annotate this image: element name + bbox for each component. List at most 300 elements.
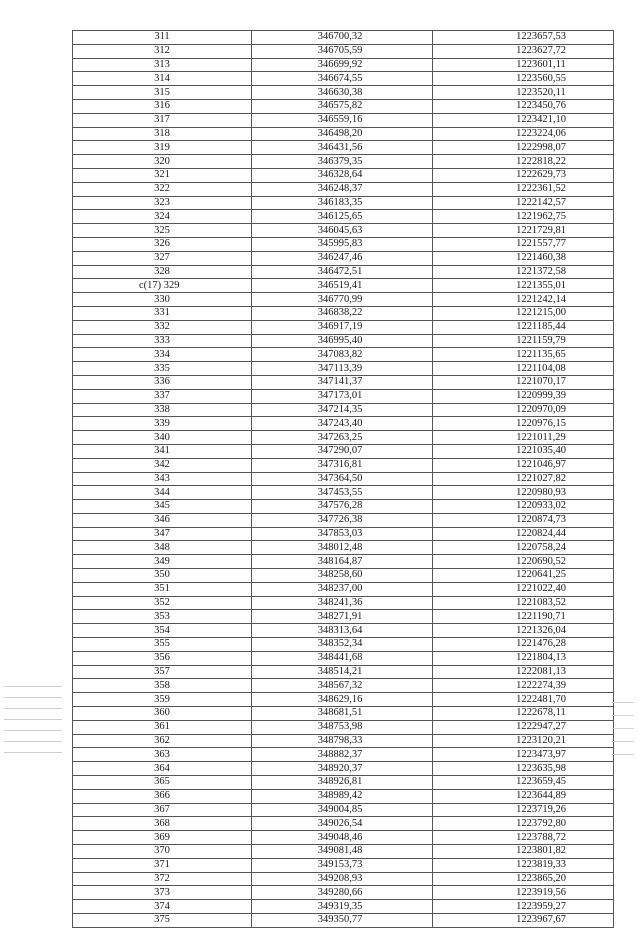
table-row — [73, 362, 614, 376]
y-coordinate-cell — [433, 555, 614, 569]
y-coordinate-cell — [433, 251, 614, 265]
point-number-cell — [73, 334, 252, 348]
point-number-cell — [73, 500, 252, 514]
table-row — [73, 279, 614, 293]
x-coordinate-cell — [252, 541, 433, 555]
x-coordinate-text: 348012,48 — [317, 541, 363, 553]
x-coordinate-text: 349153,73 — [317, 859, 363, 871]
y-coordinate-text: 1221476,28 — [516, 638, 566, 650]
point-number-text: 339 — [154, 417, 170, 429]
point-number-cell — [73, 762, 252, 776]
y-coordinate-cell — [433, 141, 614, 155]
x-coordinate-text: 349004,85 — [317, 804, 363, 816]
x-coordinate-text: 348926,81 — [317, 776, 363, 788]
y-coordinate-cell — [433, 734, 614, 748]
point-number-cell — [73, 431, 252, 445]
x-coordinate-cell — [252, 72, 433, 86]
x-coordinate-text: 348313,64 — [317, 624, 363, 636]
y-coordinate-text: 1221070,17 — [516, 376, 566, 388]
y-coordinate-text: 1223792,80 — [516, 817, 566, 829]
x-coordinate-text: 349026,54 — [317, 817, 363, 829]
x-coordinate-text: 346630,38 — [317, 86, 363, 98]
coordinate-table — [72, 30, 614, 928]
point-number-cell — [73, 582, 252, 596]
point-number-text: 371 — [154, 859, 170, 871]
point-number-cell — [73, 306, 252, 320]
y-coordinate-text: 1223819,33 — [516, 859, 566, 871]
x-coordinate-cell — [252, 444, 433, 458]
point-number-cell — [73, 265, 252, 279]
x-coordinate-cell — [252, 417, 433, 431]
y-coordinate-text: 1220980,93 — [516, 486, 566, 498]
table-row — [73, 31, 614, 45]
x-coordinate-text: 348920,37 — [317, 762, 363, 774]
point-number-cell — [73, 831, 252, 845]
x-coordinate-cell — [252, 555, 433, 569]
x-coordinate-text: 346995,40 — [317, 334, 363, 346]
y-coordinate-cell — [433, 596, 614, 610]
table-row — [73, 762, 614, 776]
point-number-text: 312 — [154, 45, 170, 57]
point-number-text: 342 — [154, 459, 170, 471]
x-coordinate-text: 347316,81 — [317, 459, 363, 471]
y-coordinate-text: 1223627,72 — [516, 45, 566, 57]
y-coordinate-text: 1222481,70 — [516, 693, 566, 705]
x-coordinate-text: 347243,40 — [317, 417, 363, 429]
table-row — [73, 431, 614, 445]
y-coordinate-cell — [433, 458, 614, 472]
table-row — [73, 803, 614, 817]
y-coordinate-cell — [433, 72, 614, 86]
point-number-text: 337 — [154, 390, 170, 402]
x-coordinate-cell — [252, 527, 433, 541]
y-coordinate-text: 1222274,39 — [516, 679, 566, 691]
y-coordinate-text: 1221190,71 — [516, 610, 566, 622]
y-coordinate-cell — [433, 99, 614, 113]
x-coordinate-text: 347113,39 — [317, 362, 363, 374]
point-number-text: 362 — [154, 735, 170, 747]
point-number-text: 363 — [154, 748, 170, 760]
table-row — [73, 458, 614, 472]
y-coordinate-text: 1223659,45 — [516, 776, 566, 788]
point-number-text: 330 — [154, 293, 170, 305]
x-coordinate-text: 347083,82 — [317, 348, 363, 360]
x-coordinate-text: 347214,35 — [317, 403, 363, 415]
x-coordinate-cell — [252, 886, 433, 900]
x-coordinate-cell — [252, 348, 433, 362]
y-coordinate-cell — [433, 431, 614, 445]
x-coordinate-cell — [252, 900, 433, 914]
y-coordinate-cell — [433, 182, 614, 196]
table-row — [73, 486, 614, 500]
point-number-cell — [73, 141, 252, 155]
y-coordinate-text: 1220970,09 — [516, 403, 566, 415]
y-coordinate-cell — [433, 306, 614, 320]
y-coordinate-cell — [433, 210, 614, 224]
table-row — [73, 541, 614, 555]
point-number-cell — [73, 707, 252, 721]
point-number-cell — [73, 251, 252, 265]
y-coordinate-text: 1221185,44 — [516, 321, 566, 333]
point-number-cell — [73, 389, 252, 403]
table-row — [73, 113, 614, 127]
point-number-text: 369 — [154, 831, 170, 843]
x-coordinate-cell — [252, 224, 433, 238]
x-coordinate-text: 347141,37 — [317, 376, 363, 388]
point-number-cell — [73, 569, 252, 583]
y-coordinate-cell — [433, 527, 614, 541]
y-coordinate-text: 1222818,22 — [516, 155, 566, 167]
x-coordinate-cell — [252, 734, 433, 748]
y-coordinate-text: 1223635,98 — [516, 762, 566, 774]
y-coordinate-cell — [433, 293, 614, 307]
y-coordinate-cell — [433, 569, 614, 583]
y-coordinate-cell — [433, 858, 614, 872]
x-coordinate-cell — [252, 279, 433, 293]
x-coordinate-text: 348629,16 — [317, 693, 363, 705]
point-number-cell — [73, 293, 252, 307]
y-coordinate-cell — [433, 472, 614, 486]
x-coordinate-cell — [252, 431, 433, 445]
table-row — [73, 293, 614, 307]
table-row — [73, 155, 614, 169]
y-coordinate-cell — [433, 320, 614, 334]
table-row — [73, 858, 614, 872]
y-coordinate-cell — [433, 748, 614, 762]
x-coordinate-text: 348241,36 — [317, 597, 363, 609]
point-number-cell — [73, 624, 252, 638]
x-coordinate-cell — [252, 679, 433, 693]
coordinate-table-body — [73, 31, 614, 928]
y-coordinate-cell — [433, 513, 614, 527]
table-row — [73, 679, 614, 693]
table-row — [73, 306, 614, 320]
table-row — [73, 555, 614, 569]
point-number-cell — [73, 472, 252, 486]
x-coordinate-text: 348258,60 — [317, 569, 363, 581]
x-coordinate-cell — [252, 596, 433, 610]
y-coordinate-cell — [433, 168, 614, 182]
table-row — [73, 624, 614, 638]
point-number-text: 359 — [154, 693, 170, 705]
x-coordinate-text: 347263,25 — [317, 431, 363, 443]
x-coordinate-text: 345995,83 — [317, 238, 363, 250]
x-coordinate-cell — [252, 113, 433, 127]
y-coordinate-cell — [433, 279, 614, 293]
x-coordinate-text: 346045,63 — [317, 224, 363, 236]
y-coordinate-cell — [433, 707, 614, 721]
point-number-cell — [73, 679, 252, 693]
x-coordinate-cell — [252, 762, 433, 776]
y-coordinate-cell — [433, 886, 614, 900]
y-coordinate-text: 1220641,25 — [516, 569, 566, 581]
x-coordinate-text: 348514,21 — [317, 666, 363, 678]
y-coordinate-text: 1223120,21 — [516, 735, 566, 747]
x-coordinate-text: 346247,46 — [317, 252, 363, 264]
point-number-text: 327 — [154, 252, 170, 264]
y-coordinate-text: 1223865,20 — [516, 873, 566, 884]
table-row — [73, 44, 614, 58]
y-coordinate-text: 1223644,89 — [516, 790, 566, 802]
point-number-cell — [73, 348, 252, 362]
table-row — [73, 141, 614, 155]
y-coordinate-cell — [433, 900, 614, 914]
x-coordinate-text: 348567,32 — [317, 679, 363, 691]
y-coordinate-cell — [433, 693, 614, 707]
x-coordinate-cell — [252, 182, 433, 196]
point-number-text: 353 — [154, 610, 170, 622]
point-number-text: 367 — [154, 804, 170, 816]
x-coordinate-cell — [252, 31, 433, 45]
x-coordinate-cell — [252, 362, 433, 376]
point-number-text: 357 — [154, 666, 170, 678]
y-coordinate-text: 1223601,11 — [516, 58, 566, 70]
point-number-cell — [73, 845, 252, 859]
y-coordinate-text: 1223421,10 — [516, 114, 566, 126]
point-number-text: 321 — [154, 169, 170, 181]
y-coordinate-text: 1221962,75 — [516, 210, 566, 222]
right-margin-scan-marks — [612, 690, 634, 770]
y-coordinate-text: 1220690,52 — [516, 555, 566, 567]
y-coordinate-cell — [433, 665, 614, 679]
point-number-cell — [73, 734, 252, 748]
point-number-cell — [73, 320, 252, 334]
table-row — [73, 596, 614, 610]
x-coordinate-cell — [252, 155, 433, 169]
point-number-cell — [73, 872, 252, 886]
y-coordinate-cell — [433, 265, 614, 279]
point-number-text: 355 — [154, 638, 170, 650]
point-number-cell — [73, 858, 252, 872]
point-number-text: 334 — [154, 348, 170, 360]
point-number-text: 364 — [154, 762, 170, 774]
point-number-cell — [73, 210, 252, 224]
table-row — [73, 389, 614, 403]
y-coordinate-cell — [433, 389, 614, 403]
y-coordinate-text: 1221083,52 — [516, 597, 566, 609]
table-row — [73, 789, 614, 803]
x-coordinate-text: 347364,50 — [317, 472, 363, 484]
x-coordinate-text: 346125,65 — [317, 210, 363, 222]
x-coordinate-text: 347576,28 — [317, 500, 363, 512]
point-number-text: 368 — [154, 817, 170, 829]
y-coordinate-cell — [433, 776, 614, 790]
y-coordinate-text: 1221326,04 — [516, 624, 566, 636]
x-coordinate-cell — [252, 403, 433, 417]
point-number-text: 348 — [154, 541, 170, 553]
y-coordinate-text: 1221027,82 — [516, 472, 566, 484]
point-number-cell — [73, 720, 252, 734]
y-coordinate-cell — [433, 113, 614, 127]
table-row — [73, 665, 614, 679]
x-coordinate-text: 348237,00 — [317, 583, 363, 595]
y-coordinate-cell — [433, 762, 614, 776]
y-coordinate-cell — [433, 375, 614, 389]
table-row — [73, 99, 614, 113]
y-coordinate-text: 1221557,77 — [516, 238, 566, 250]
point-number-text: 347 — [154, 528, 170, 540]
point-number-text: 322 — [154, 183, 170, 195]
x-coordinate-cell — [252, 513, 433, 527]
table-row — [73, 472, 614, 486]
table-row — [73, 872, 614, 886]
point-number-cell — [73, 362, 252, 376]
y-coordinate-text: 1221035,40 — [516, 445, 566, 457]
y-coordinate-cell — [433, 610, 614, 624]
y-coordinate-text: 1220999,39 — [516, 390, 566, 402]
y-coordinate-cell — [433, 803, 614, 817]
point-number-text: 315 — [154, 86, 170, 98]
point-number-text: 324 — [154, 210, 170, 222]
table-row — [73, 707, 614, 721]
y-coordinate-cell — [433, 651, 614, 665]
x-coordinate-cell — [252, 500, 433, 514]
x-coordinate-cell — [252, 458, 433, 472]
x-coordinate-text: 349208,93 — [317, 873, 363, 884]
x-coordinate-cell — [252, 375, 433, 389]
point-number-text: 365 — [154, 776, 170, 788]
table-row — [73, 251, 614, 265]
y-coordinate-text: 1221104,08 — [516, 362, 566, 374]
point-number-cell — [73, 113, 252, 127]
point-number-cell — [73, 513, 252, 527]
y-coordinate-cell — [433, 582, 614, 596]
point-number-text: 333 — [154, 334, 170, 346]
point-number-cell — [73, 403, 252, 417]
y-coordinate-text: 1223224,06 — [516, 127, 566, 139]
point-number-text: с(17) 329 — [139, 279, 180, 291]
x-coordinate-text: 348882,37 — [317, 748, 363, 760]
table-row — [73, 72, 614, 86]
y-coordinate-cell — [433, 417, 614, 431]
point-number-cell — [73, 417, 252, 431]
y-coordinate-cell — [433, 348, 614, 362]
point-number-text: 351 — [154, 583, 170, 595]
table-row — [73, 375, 614, 389]
point-number-cell — [73, 886, 252, 900]
x-coordinate-text: 346699,92 — [317, 58, 363, 70]
y-coordinate-cell — [433, 638, 614, 652]
y-coordinate-cell — [433, 486, 614, 500]
y-coordinate-text: 1221804,13 — [516, 652, 566, 664]
x-coordinate-text: 348164,87 — [317, 555, 363, 567]
y-coordinate-text: 1223473,97 — [516, 748, 566, 760]
point-number-text: 366 — [154, 790, 170, 802]
point-number-cell — [73, 541, 252, 555]
point-number-text: 349 — [154, 555, 170, 567]
x-coordinate-cell — [252, 334, 433, 348]
point-number-cell — [73, 914, 252, 928]
x-coordinate-text: 346705,59 — [317, 45, 363, 57]
y-coordinate-text: 1223520,11 — [516, 86, 566, 98]
point-number-text: 318 — [154, 127, 170, 139]
table-row — [73, 817, 614, 831]
y-coordinate-cell — [433, 334, 614, 348]
point-number-cell — [73, 596, 252, 610]
y-coordinate-cell — [433, 86, 614, 100]
x-coordinate-cell — [252, 389, 433, 403]
x-coordinate-text: 346770,99 — [317, 293, 363, 305]
table-row — [73, 900, 614, 914]
table-row — [73, 914, 614, 928]
point-number-cell — [73, 651, 252, 665]
x-coordinate-cell — [252, 624, 433, 638]
point-number-text: 370 — [154, 845, 170, 857]
point-number-cell — [73, 900, 252, 914]
x-coordinate-text: 346838,22 — [317, 307, 363, 319]
y-coordinate-cell — [433, 362, 614, 376]
y-coordinate-text: 1220758,24 — [516, 541, 566, 553]
table-row — [73, 500, 614, 514]
y-coordinate-text: 1223450,76 — [516, 100, 566, 112]
table-row — [73, 886, 614, 900]
y-coordinate-cell — [433, 155, 614, 169]
x-coordinate-text: 348989,42 — [317, 790, 363, 802]
point-number-cell — [73, 610, 252, 624]
point-number-text: 373 — [154, 886, 170, 898]
x-coordinate-cell — [252, 845, 433, 859]
x-coordinate-text: 348352,34 — [317, 638, 363, 650]
point-number-text: 361 — [154, 721, 170, 733]
y-coordinate-text: 1222081,13 — [516, 666, 566, 678]
point-number-cell — [73, 196, 252, 210]
table-row — [73, 210, 614, 224]
y-coordinate-cell — [433, 500, 614, 514]
point-number-text: 331 — [154, 307, 170, 319]
x-coordinate-cell — [252, 141, 433, 155]
table-row — [73, 720, 614, 734]
point-number-text: 311 — [154, 31, 170, 43]
x-coordinate-cell — [252, 237, 433, 251]
point-number-text: 325 — [154, 224, 170, 236]
y-coordinate-text: 1222947,27 — [516, 721, 566, 733]
point-number-text: 358 — [154, 679, 170, 691]
y-coordinate-cell — [433, 624, 614, 638]
x-coordinate-text: 347726,38 — [317, 514, 363, 526]
x-coordinate-cell — [252, 610, 433, 624]
point-number-text: 340 — [154, 431, 170, 443]
x-coordinate-cell — [252, 638, 433, 652]
x-coordinate-cell — [252, 776, 433, 790]
x-coordinate-text: 346248,37 — [317, 183, 363, 195]
y-coordinate-text: 1223560,55 — [516, 72, 566, 84]
left-margin-scan-marks — [0, 676, 62, 766]
point-number-text: 326 — [154, 238, 170, 250]
y-coordinate-text: 1223788,72 — [516, 831, 566, 843]
point-number-text: 372 — [154, 873, 170, 884]
table-row — [73, 513, 614, 527]
x-coordinate-text: 346674,55 — [317, 72, 363, 84]
y-coordinate-cell — [433, 31, 614, 45]
point-number-text: 341 — [154, 445, 170, 457]
table-row — [73, 748, 614, 762]
x-coordinate-cell — [252, 569, 433, 583]
table-row — [73, 168, 614, 182]
point-number-cell — [73, 86, 252, 100]
x-coordinate-text: 349081,48 — [317, 845, 363, 857]
x-coordinate-text: 346519,41 — [317, 279, 363, 291]
x-coordinate-cell — [252, 472, 433, 486]
y-coordinate-text: 1222629,73 — [516, 169, 566, 181]
x-coordinate-text: 349280,66 — [317, 886, 363, 898]
x-coordinate-cell — [252, 651, 433, 665]
table-row — [73, 196, 614, 210]
x-coordinate-cell — [252, 582, 433, 596]
x-coordinate-cell — [252, 831, 433, 845]
y-coordinate-cell — [433, 872, 614, 886]
point-number-cell — [73, 638, 252, 652]
y-coordinate-text: 1221046,97 — [516, 459, 566, 471]
